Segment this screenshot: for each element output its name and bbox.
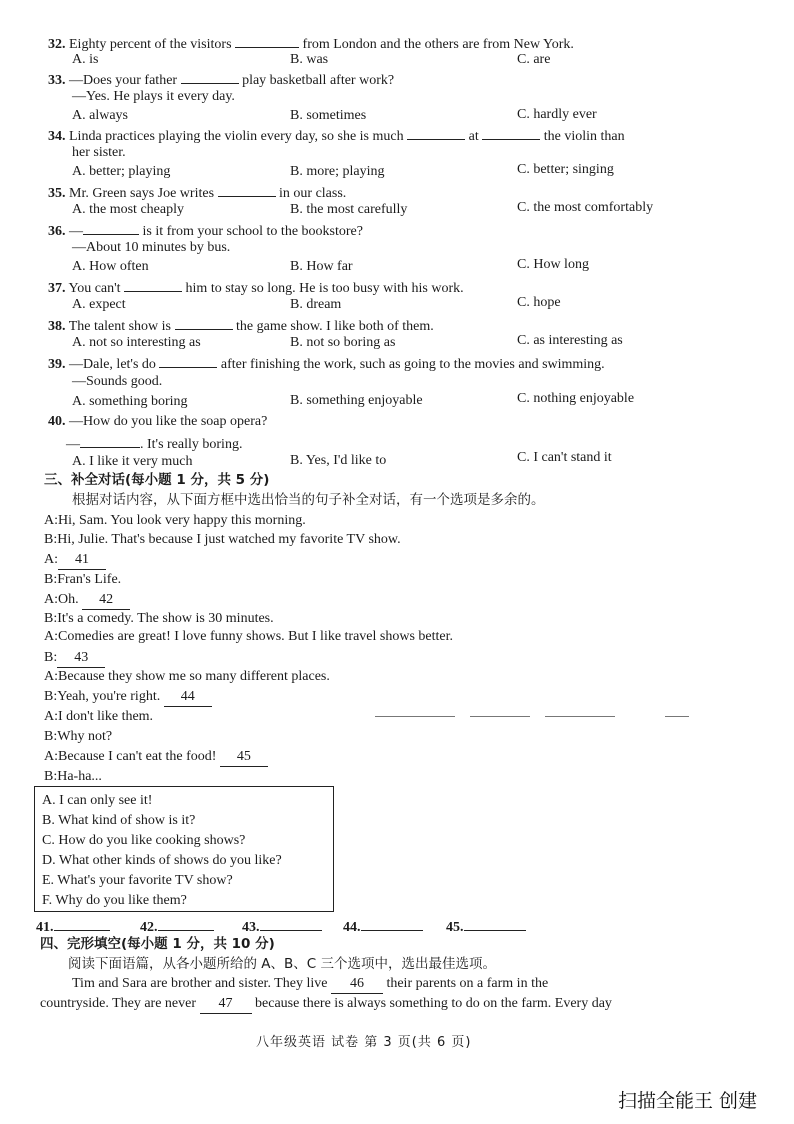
q40-option-c: C. I can't stand it [517, 450, 612, 465]
answer-45-blank[interactable] [464, 916, 526, 931]
passage-line-2: countryside. They are never 47 because there is always something to do on the farm. Every day [40, 995, 612, 1014]
q38-option-c: C. as interesting as [517, 333, 623, 348]
option-d: D. What other kinds of shows do you like? [42, 853, 282, 868]
answer-45: 45. [446, 916, 526, 937]
blank-41[interactable]: 41 [58, 551, 106, 570]
q34-option-c: C. better; singing [517, 162, 614, 177]
page-footer: 八年级英语 试卷 第 3 页(共 6 页) [256, 1035, 472, 1050]
dialogue-line: B:Fran's Life. [44, 572, 122, 587]
q33-blank[interactable] [181, 69, 239, 84]
q39-option-c: C. nothing enjoyable [517, 391, 635, 406]
q37-option-c: C. hope [517, 295, 561, 310]
q34-blank-1[interactable] [407, 125, 465, 140]
dialogue-line: B:Why not? [44, 729, 113, 744]
q37-option-b: B. dream [290, 297, 342, 312]
q35-stem: 35. Mr. Green says Joe writes in our class. [48, 182, 346, 203]
answer-41: 41. [36, 916, 110, 937]
dialogue-line: B:Ha-ha... [44, 769, 102, 784]
q39-reply: —Sounds good. [72, 374, 163, 389]
q39-blank[interactable] [159, 353, 217, 368]
blank-42[interactable]: 42 [82, 591, 130, 610]
answer-42: 42. [140, 916, 214, 937]
q36-reply: —About 10 minutes by bus. [72, 240, 231, 255]
scan-mark [470, 716, 530, 717]
section4-instruction: 阅读下面语篇，从各小题所给的 A、B、C 三个选项中，选出最佳选项。 [68, 956, 497, 972]
scan-mark [545, 716, 615, 717]
q34-continuation: her sister. [72, 145, 126, 160]
q38-option-a: A. not so interesting as [72, 335, 201, 350]
dialogue-line: A:Oh. 42 [44, 591, 130, 610]
q34-option-a: A. better; playing [72, 164, 171, 179]
option-e: E. What's your favorite TV show? [42, 873, 233, 888]
q38-stem: 38. The talent show is the game show. I like both of them. [48, 315, 434, 336]
q35-blank[interactable] [218, 182, 276, 197]
blank-43[interactable]: 43 [57, 649, 105, 668]
answer-44-blank[interactable] [361, 916, 423, 931]
q33-stem: 33. —Does your father play basketball after work? [48, 69, 394, 90]
q35-option-c: C. the most comfortably [517, 200, 654, 215]
q38-option-b: B. not so boring as [290, 335, 396, 350]
option-a: A. I can only see it! [42, 793, 153, 808]
q37-stem: 37. You can't him to stay so long. He is too busy with his work. [48, 277, 464, 298]
scanner-watermark: 扫描全能王 创建 [618, 1090, 758, 1112]
q40-stem: 40. —How do you like the soap opera? [48, 414, 268, 429]
blank-47[interactable]: 47 [200, 995, 252, 1014]
q40-option-b: B. Yes, I'd like to [290, 453, 387, 468]
dialogue-line: B:Yeah, you're right. 44 [44, 688, 212, 707]
dialogue-line: A:Because they show me so many different places. [44, 669, 330, 684]
q33-reply: —Yes. He plays it every day. [72, 89, 235, 104]
q32-blank[interactable] [235, 33, 299, 48]
option-c: C. How do you like cooking shows? [42, 833, 246, 848]
q35-option-a: A. the most cheaply [72, 202, 184, 217]
q32-option-b: B. was [290, 52, 329, 67]
dialogue-line: B:It's a comedy. The show is 30 minutes. [44, 611, 274, 626]
passage-line-1: Tim and Sara are brother and sister. They live 46 their parents on a farm in the [72, 975, 548, 994]
q36-option-a: A. How often [72, 259, 149, 274]
answer-41-blank[interactable] [54, 916, 110, 931]
dialogue-line: A:Comedies are great! I love funny shows. But I like travel shows better. [44, 629, 454, 644]
section3-title: 三、补全对话(每小题 1 分，共 5 分) [44, 472, 270, 488]
scan-mark [665, 716, 689, 717]
q32-option-a: A. is [72, 52, 99, 67]
dialogue-line: A:Because I can't eat the food! 45 [44, 748, 268, 767]
q40-option-a: A. I like it very much [72, 454, 193, 469]
q32-stem: 32. Eighty percent of the visitors from London and the others are from New York. [48, 33, 574, 54]
scan-mark [375, 716, 455, 717]
answer-43-blank[interactable] [260, 916, 322, 931]
dialogue-line: A:I don't like them. [44, 709, 154, 724]
dialogue-line: B: 43 [44, 649, 105, 668]
q36-option-b: B. How far [290, 259, 353, 274]
answer-42-blank[interactable] [158, 916, 214, 931]
section3-instruction: 根据对话内容，从下面方框中选出恰当的句子补全对话，有一个选项是多余的。 [72, 492, 545, 508]
option-b: B. What kind of show is it? [42, 813, 196, 828]
q34-option-b: B. more; playing [290, 164, 385, 179]
option-f: F. Why do you like them? [42, 893, 187, 908]
q37-blank[interactable] [124, 277, 182, 292]
dialogue-line: A:Hi, Sam. You look very happy this morning. [44, 513, 306, 528]
q32-option-c: C. are [517, 52, 551, 67]
dialogue-line: A: 41 [44, 551, 106, 570]
section4-title: 四、完形填空(每小题 1 分，共 10 分) [40, 936, 275, 952]
blank-44[interactable]: 44 [164, 688, 212, 707]
q36-blank[interactable] [83, 220, 139, 235]
q39-option-a: A. something boring [72, 394, 188, 409]
q33-option-a: A. always [72, 108, 128, 123]
blank-45[interactable]: 45 [220, 748, 268, 767]
q36-stem: 36. — is it from your school to the bookstore? [48, 220, 363, 241]
q32-number: 32. [48, 37, 66, 52]
q34-blank-2[interactable] [482, 125, 540, 140]
q33-option-b: B. sometimes [290, 108, 367, 123]
answer-44: 44. [343, 916, 423, 937]
q39-stem: 39. —Dale, let's do after finishing the work, such as going to the movies and swimming. [48, 353, 605, 374]
q33-option-c: C. hardly ever [517, 107, 597, 122]
q34-stem: 34. Linda practices playing the violin every day, so she is much at the violin than [48, 125, 625, 146]
q35-option-b: B. the most carefully [290, 202, 408, 217]
q38-blank[interactable] [175, 315, 233, 330]
q37-option-a: A. expect [72, 297, 126, 312]
answer-43: 43. [242, 916, 322, 937]
q40-blank[interactable] [80, 433, 140, 448]
q39-option-b: B. something enjoyable [290, 393, 423, 408]
dialogue-line: B:Hi, Julie. That's because I just watched my favorite TV show. [44, 532, 401, 547]
q36-option-c: C. How long [517, 257, 589, 272]
blank-46[interactable]: 46 [331, 975, 383, 994]
q40-reply: — . It's really boring. [66, 433, 242, 454]
